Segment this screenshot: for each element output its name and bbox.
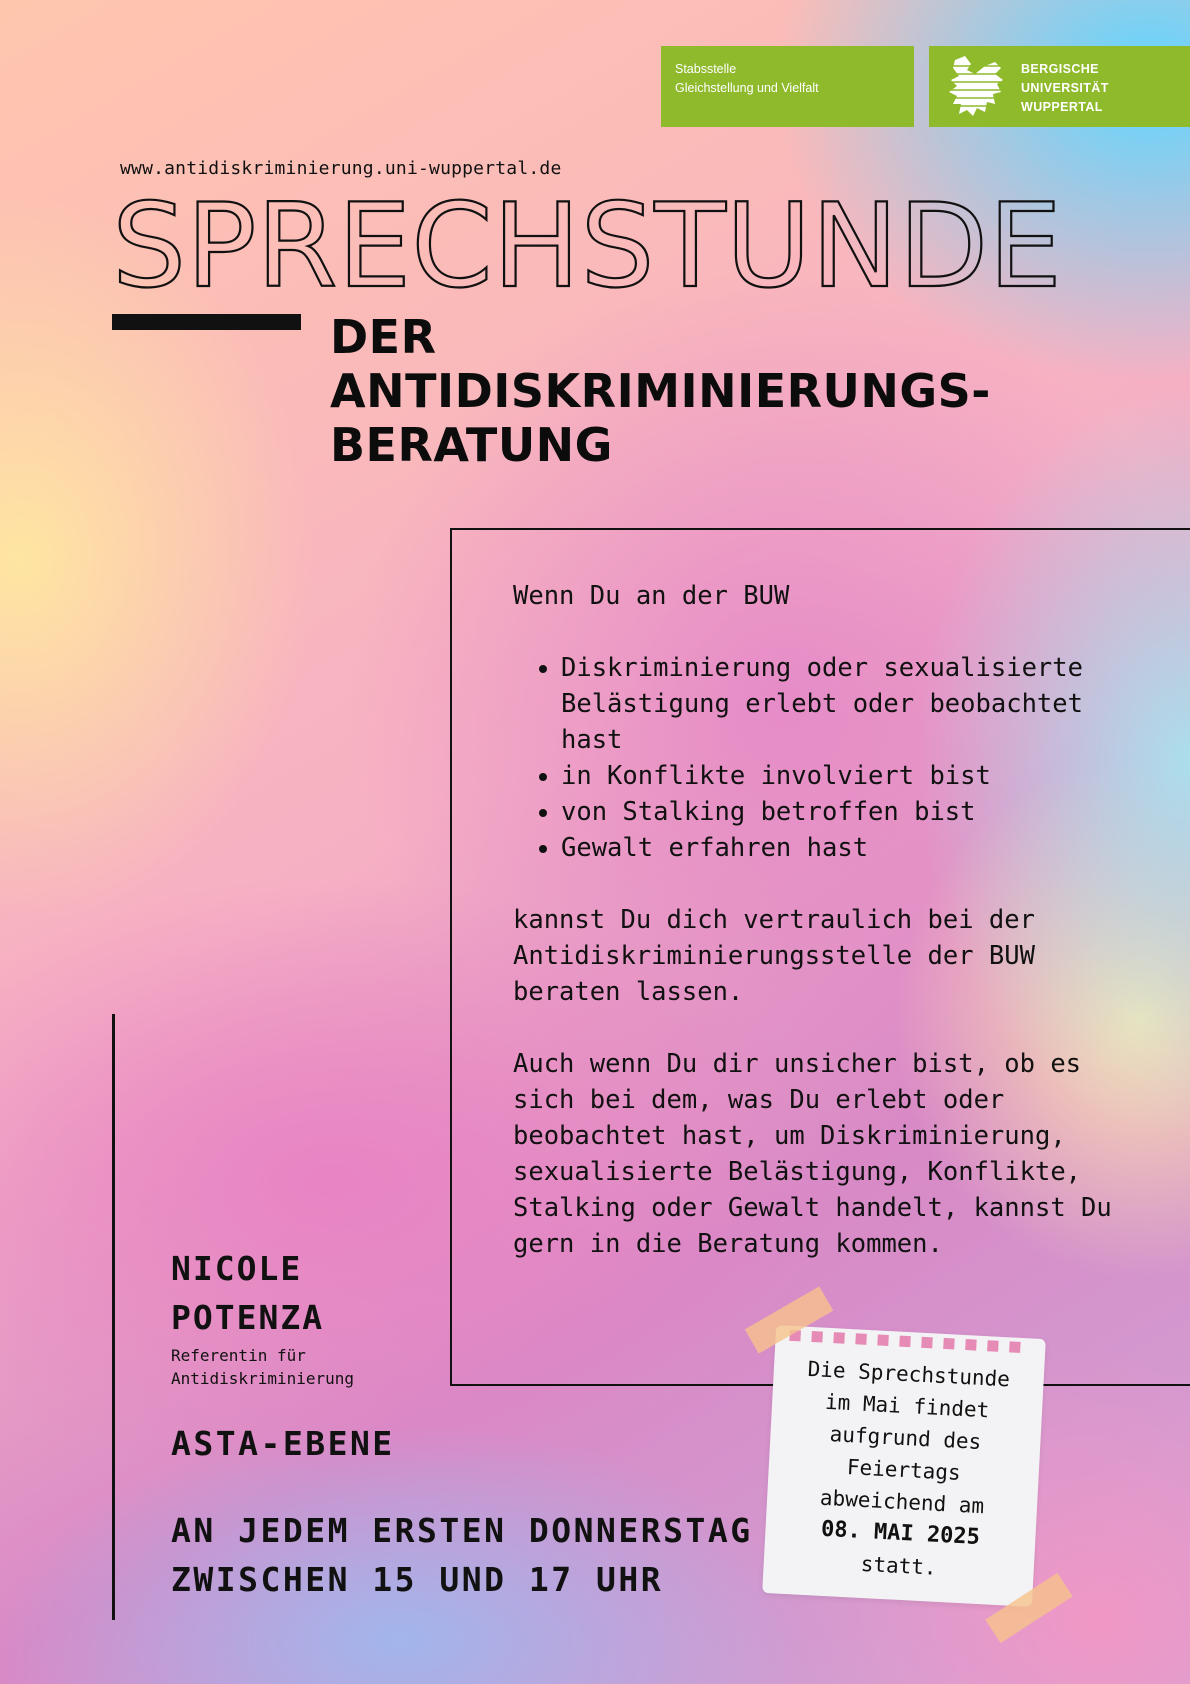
stabsstelle-line-2: Gleichstellung und Vielfalt bbox=[675, 81, 819, 95]
note-line-3: aufgrund des bbox=[829, 1422, 982, 1454]
person-first-name: NICOLE bbox=[171, 1249, 303, 1288]
title-accent-bar bbox=[112, 314, 301, 330]
note-line-1: Die Sprechstunde bbox=[807, 1356, 1011, 1392]
headline-text: SPRECHSTUNDE bbox=[112, 182, 1062, 298]
schedule-line-1: AN JEDEM ERSTEN DONNERSTAG bbox=[171, 1511, 753, 1550]
info-text bbox=[513, 578, 1113, 1262]
subtitle bbox=[330, 310, 991, 472]
university-line-2: UNIVERSITÄT bbox=[1021, 81, 1109, 95]
note-line-2: im Mai findet bbox=[824, 1389, 990, 1423]
person-role-line-2: Antidiskriminierung bbox=[171, 1369, 355, 1388]
subtitle-line-2: ANTIDISKRIMINIERUNGS- bbox=[330, 364, 991, 418]
note-date: 08. MAI 2025 bbox=[820, 1516, 981, 1551]
info-bullet: • von Stalking betroffen bist bbox=[561, 794, 1113, 830]
subtitle-line-3: BERATUNG bbox=[330, 418, 613, 472]
contact-person bbox=[171, 1244, 354, 1390]
info-bullet: • in Konflikte involviert bist bbox=[561, 758, 1113, 794]
university-logo bbox=[929, 46, 1190, 127]
note-line-5: abweichend am bbox=[819, 1485, 985, 1519]
stabsstelle-line-1: Stabsstelle bbox=[675, 62, 737, 76]
website-url[interactable]: www.antidiskriminierung.uni-wuppertal.de bbox=[120, 158, 562, 179]
info-paragraph-1: kannst Du dich vertraulich bei der Antidiskriminierungsstelle der BUW beraten lassen. bbox=[513, 905, 1035, 1007]
info-bullet: • Gewalt erfahren hast bbox=[561, 830, 1113, 866]
note-line-6: statt. bbox=[860, 1551, 938, 1580]
info-intro: Wenn Du an der BUW bbox=[513, 581, 790, 611]
lion-crest-icon bbox=[945, 54, 1007, 120]
schedule bbox=[171, 1506, 753, 1604]
location: ASTA-EBENE bbox=[171, 1424, 395, 1463]
info-bullet: • Diskriminierung oder sexualisierte Belästigung erlebt oder beobachtet hast bbox=[561, 650, 1113, 758]
info-paragraph-2: Auch wenn Du dir unsicher bist, ob es sich bei dem, was Du erlebt oder beobachtet hast, um Diskriminierung, sexualisierte Belästigung, Konflikte, Stalking oder Gewalt handelt, kannst Du gern in die Beratung kommen. bbox=[513, 1049, 1112, 1259]
university-line-3: WUPPERTAL bbox=[1021, 100, 1103, 114]
person-last-name: POTENZA bbox=[171, 1298, 325, 1337]
subtitle-line-1: DER bbox=[330, 310, 437, 364]
schedule-line-2: ZWISCHEN 15 UND 17 UHR bbox=[171, 1560, 664, 1599]
headline bbox=[112, 182, 1182, 298]
info-bullet-list bbox=[513, 650, 1113, 866]
note-line-4: Feiertags bbox=[846, 1455, 962, 1485]
university-line-1: BERGISCHE bbox=[1021, 62, 1099, 76]
notice-note bbox=[762, 1325, 1046, 1607]
person-role-line-1: Referentin für bbox=[171, 1346, 306, 1365]
stabsstelle-logo bbox=[661, 46, 914, 127]
left-vertical-rule bbox=[112, 1014, 115, 1620]
